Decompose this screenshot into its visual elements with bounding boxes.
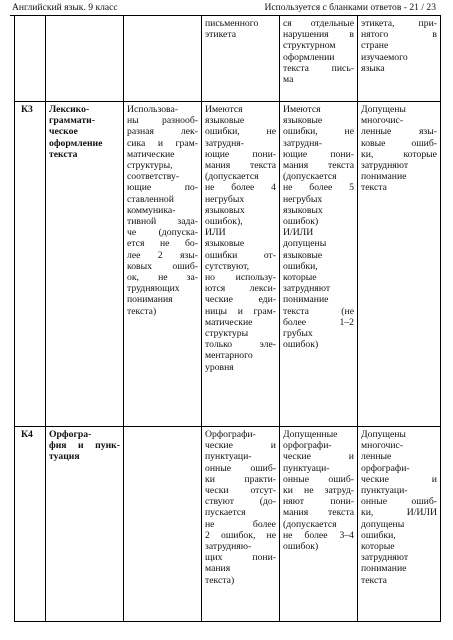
cell-text-line: языковые xyxy=(205,238,245,250)
cell-text-line: пунктуаци- xyxy=(205,451,252,463)
cell-text-line: ошибки, xyxy=(361,529,396,541)
cell-text-line: языковые xyxy=(283,249,323,261)
cell-text-line: допущены xyxy=(283,238,327,250)
cell-text-line: негрубых xyxy=(283,193,323,205)
cell-score-3 xyxy=(124,427,202,622)
cell-text-line: трудняющих xyxy=(127,283,180,295)
cell-text-line: уровня xyxy=(205,361,234,373)
cell-text-line: не более 4 xyxy=(205,182,276,194)
cell-text-line: затрудняют xyxy=(361,552,409,564)
cell-text-line: Имеются xyxy=(205,104,243,115)
cell-text-line: не более 5 xyxy=(283,182,354,194)
cell-text-line: ющие пони- xyxy=(205,148,276,160)
cell-text-line: письменного xyxy=(205,18,259,29)
cell-text-line: разная лек- xyxy=(127,126,198,138)
cell-text-line: пунктуаци- xyxy=(283,462,330,474)
cell-text-line: Допущены xyxy=(361,429,406,440)
cell-text-line: не более xyxy=(205,518,276,530)
cell-text-line: Орфографи- xyxy=(205,429,256,440)
cell-text-line: текста xyxy=(361,574,387,586)
cell-text-line: структурном xyxy=(283,40,336,52)
cell-score-1 xyxy=(280,16,358,102)
cell-text-line: тивной зада- xyxy=(127,216,198,228)
cell-text-line: затрудняют xyxy=(361,160,409,172)
cell-text-line: И/ИЛИ xyxy=(283,227,314,239)
cell-text-line: нятого в xyxy=(361,29,437,41)
cell-text-line: пунктуаци- xyxy=(361,485,408,497)
cell-text-line: ческие еди- xyxy=(205,294,276,306)
cell-text-line: матические xyxy=(127,148,175,160)
cell-text-line: которые xyxy=(283,272,317,284)
cell-text-line: онные ошиб- xyxy=(361,496,437,508)
cell-text-line: которые xyxy=(361,541,395,553)
cell-text-line: ошибок) xyxy=(283,541,319,553)
cell-text-line: текста xyxy=(361,182,387,194)
cell-text-line: ошибки, не xyxy=(205,126,276,138)
cell-score-0 xyxy=(358,102,441,427)
cell-text-line: Орфогра- xyxy=(49,429,92,440)
cell-text-line: понимание xyxy=(361,171,407,183)
cell-text-line: ется не бо- xyxy=(127,238,198,250)
cell-text-line: ческие и xyxy=(283,451,354,463)
cell-text-line: структуры xyxy=(205,328,249,340)
cell-score-0 xyxy=(358,427,441,622)
cell-text-line: матические xyxy=(205,316,253,328)
cell-text-line: 2 ошибок, не xyxy=(205,529,276,541)
cell-text-line: ошибок), xyxy=(205,216,243,228)
cell-text-line: ся отдельные xyxy=(283,18,354,29)
cell-score-1 xyxy=(280,427,358,622)
cell-text-line: оформлении xyxy=(283,51,335,63)
cell-score-3 xyxy=(124,16,202,102)
cell-text-line: затрудняют xyxy=(283,283,331,295)
cell-text-line: многочис- xyxy=(361,440,404,452)
criterion-code: К3 xyxy=(15,102,46,427)
cell-text-line: многочис- xyxy=(361,115,404,127)
cell-text-line: Допущенные xyxy=(283,429,338,440)
cell-text-line: орфографи- xyxy=(283,440,332,452)
cell-text-line: няют пони- xyxy=(283,496,354,508)
cell-text-line: ются лекси- xyxy=(205,283,276,295)
cell-text-line: ленные язы- xyxy=(361,126,437,138)
cell-text-line: ки практи- xyxy=(205,473,276,485)
cell-text-line: структуры, xyxy=(127,160,173,172)
table-row-k4 xyxy=(15,427,441,622)
cell-text-line: (допускается xyxy=(205,171,259,183)
cell-text-line: ки, И/ИЛИ xyxy=(361,507,437,519)
cell-text-line: этикета, при- xyxy=(361,18,437,29)
cell-text-line: этикета xyxy=(205,29,236,41)
cell-text-line: понимания xyxy=(127,294,173,306)
cell-text-line: ок, не за- xyxy=(127,272,198,284)
cell-text-line: затрудняю- xyxy=(205,541,252,553)
cell-text-line: оформление xyxy=(49,137,103,149)
cell-text-line: чески отсут- xyxy=(205,485,276,497)
cell-text-line: понимание xyxy=(361,563,407,575)
cell-text-line: ма xyxy=(283,74,294,86)
table-row-k3 xyxy=(15,102,441,427)
cell-score-2 xyxy=(202,427,280,622)
cell-text-line: пускается xyxy=(205,507,246,519)
cell-text-line: ковые ошиб- xyxy=(361,137,437,149)
cell-text-line: только эле- xyxy=(205,339,276,351)
cell-text-line: ошибки, не xyxy=(283,126,354,138)
cell-text-line: ющие по- xyxy=(127,182,198,194)
cell-score-2 xyxy=(202,16,280,102)
cell-text-line: мания xyxy=(205,563,231,575)
cell-text-line: текста (не xyxy=(283,305,354,317)
cell-text-line: граммати- xyxy=(49,115,95,127)
cell-score-3 xyxy=(124,102,202,427)
page-header-subject: Английский язык. 9 класс xyxy=(12,2,118,13)
cell-text-line: текста) xyxy=(127,305,157,317)
cell-text-line: онные ошиб- xyxy=(283,473,354,485)
cell-text-line: сутствуют, xyxy=(205,260,250,272)
cell-text-line: орфографи- xyxy=(361,462,410,474)
cell-text-line: ющие пони- xyxy=(283,148,354,160)
cell-text-line: ошибки от- xyxy=(205,249,276,261)
cell-text-line: Имеются xyxy=(283,104,321,115)
cell-text-line: (допускается xyxy=(283,518,337,530)
cell-text-line: ки не затруд- xyxy=(283,485,354,497)
cell-text-line: ки, которые xyxy=(361,148,437,160)
cell-text-line: туация xyxy=(49,451,80,463)
cell-text-line: мания текста xyxy=(283,160,354,172)
cell-text-line: коммуника- xyxy=(127,204,176,216)
cell-text-line: языковые xyxy=(283,115,323,127)
cell-text-line: текста пись- xyxy=(283,62,354,74)
cell-text-line: соответству- xyxy=(127,171,180,183)
cell-text-line: ленные xyxy=(361,451,392,463)
cell-text-line: Допущены xyxy=(361,104,406,115)
cell-text-line: мания текста xyxy=(283,507,354,519)
criterion-name xyxy=(46,102,124,427)
cell-text-line: ковых ошиб- xyxy=(127,260,198,272)
cell-text-line: изучаемого xyxy=(361,51,408,63)
cell-text-line: но использу- xyxy=(205,272,276,284)
cell-text-line: фия и пунк- xyxy=(49,440,120,452)
cell-text-line: не более 3–4 xyxy=(283,529,354,541)
cell-score-2 xyxy=(202,102,280,427)
cell-text-line: ствуют (до- xyxy=(205,496,276,508)
criterion-name xyxy=(46,427,124,622)
cell-text-line: допущены xyxy=(361,518,405,530)
cell-text-line: че (допуска- xyxy=(127,227,198,239)
cell-text-line: ментарного xyxy=(205,350,253,362)
table-row-continuation xyxy=(15,16,441,102)
cell-text-line: языковых xyxy=(205,204,245,216)
cell-text-line: понимание xyxy=(283,294,329,306)
cell-text-line: более 1–2 xyxy=(283,316,354,328)
cell-text-line: лее 2 язы- xyxy=(127,249,198,261)
cell-text-line: ческие и xyxy=(205,440,276,452)
cell-text-line: мания текста xyxy=(205,160,276,172)
cell-text-line: ошибок) xyxy=(283,339,319,351)
cell-text-line: языковых xyxy=(283,204,323,216)
cell-code xyxy=(15,16,46,102)
cell-text-line: (допускается xyxy=(283,171,337,183)
cell-score-0 xyxy=(358,16,441,102)
cell-score-1 xyxy=(280,102,358,427)
cell-text-line: Использова- xyxy=(127,104,179,115)
cell-text-line: ческие и xyxy=(361,473,437,485)
cell-text-line: ставленной xyxy=(127,193,174,205)
cell-text-line: ошибки, xyxy=(283,260,318,272)
cell-text-line: ницы и грам- xyxy=(205,305,276,317)
cell-text-line: стране xyxy=(361,40,389,52)
cell-text-line: негрубых xyxy=(205,193,245,205)
cell-text-line: языковые xyxy=(205,115,245,127)
criterion-code: К4 xyxy=(15,427,46,622)
cell-criterion xyxy=(46,16,124,102)
cell-text-line: языка xyxy=(361,62,385,74)
cell-text-line: ческое xyxy=(49,126,78,138)
cell-text-line: нарушения в xyxy=(283,29,354,41)
cell-text-line: текста xyxy=(49,148,78,160)
cell-text-line: сика и грам- xyxy=(127,137,198,149)
cell-text-line: текста) xyxy=(205,574,235,586)
cell-text-line: ИЛИ xyxy=(205,227,226,239)
cell-text-line: щих пони- xyxy=(205,552,276,564)
cell-text-line: грубых xyxy=(283,328,313,340)
cell-text-line: ошибок) xyxy=(283,216,319,228)
cell-text-line: ны разнооб- xyxy=(127,115,198,127)
cell-text-line: затрудня- xyxy=(283,137,322,149)
cell-text-line: затрудня- xyxy=(205,137,244,149)
cell-text-line: Лексико- xyxy=(49,104,90,115)
cell-text-line: онные ошиб- xyxy=(205,462,276,474)
criteria-table xyxy=(14,15,441,622)
page-header-pagination: Используется с бланками ответов - 21 / 23 xyxy=(264,2,436,13)
